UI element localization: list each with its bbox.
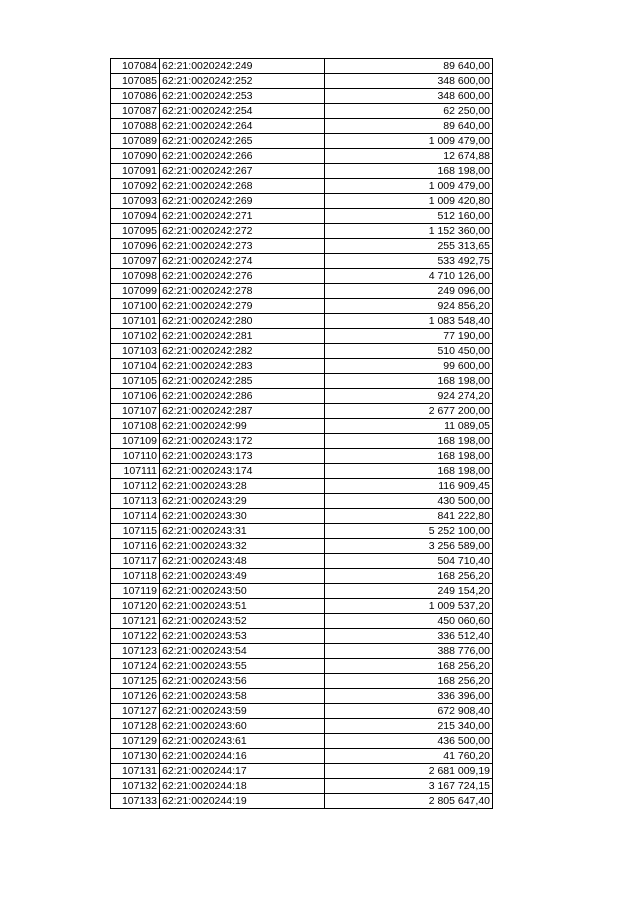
row-number-cell: 107117 (111, 554, 160, 569)
table-row (111, 374, 493, 389)
row-number-cell: 107132 (111, 779, 160, 794)
amount-cell: 504 710,40 (325, 554, 493, 569)
table-row (111, 224, 493, 239)
cadastral-number-cell: 62:21:0020243:172 (160, 434, 325, 449)
amount-cell: 1 152 360,00 (325, 224, 493, 239)
amount-cell: 1 009 479,00 (325, 134, 493, 149)
table-row (111, 314, 493, 329)
amount-cell: 168 256,20 (325, 659, 493, 674)
row-number-cell: 107130 (111, 749, 160, 764)
amount-cell: 62 250,00 (325, 104, 493, 119)
amount-cell: 924 856,20 (325, 299, 493, 314)
row-number-cell: 107103 (111, 344, 160, 359)
row-number-cell: 107092 (111, 179, 160, 194)
amount-cell: 168 198,00 (325, 434, 493, 449)
amount-cell: 168 256,20 (325, 674, 493, 689)
cadastral-number-cell: 62:21:0020244:17 (160, 764, 325, 779)
table-row (111, 74, 493, 89)
table-row (111, 584, 493, 599)
row-number-cell: 107118 (111, 569, 160, 584)
amount-cell: 89 640,00 (325, 59, 493, 74)
amount-cell: 168 198,00 (325, 464, 493, 479)
amount-cell: 249 154,20 (325, 584, 493, 599)
table-row (111, 479, 493, 494)
row-number-cell: 107100 (111, 299, 160, 314)
amount-cell: 2 677 200,00 (325, 404, 493, 419)
row-number-cell: 107085 (111, 74, 160, 89)
row-number-cell: 107102 (111, 329, 160, 344)
row-number-cell: 107094 (111, 209, 160, 224)
cadastral-number-cell: 62:21:0020244:19 (160, 794, 325, 809)
amount-cell: 348 600,00 (325, 89, 493, 104)
table-row (111, 719, 493, 734)
table-row (111, 764, 493, 779)
amount-cell: 1 083 548,40 (325, 314, 493, 329)
amount-cell: 1 009 420,80 (325, 194, 493, 209)
amount-cell: 348 600,00 (325, 74, 493, 89)
cadastral-number-cell: 62:21:0020243:30 (160, 509, 325, 524)
cadastral-number-cell: 62:21:0020243:48 (160, 554, 325, 569)
row-number-cell: 107126 (111, 689, 160, 704)
cadastral-number-cell: 62:21:0020243:173 (160, 449, 325, 464)
table-row (111, 794, 493, 809)
amount-cell: 3 256 589,00 (325, 539, 493, 554)
cadastral-number-cell: 62:21:0020242:276 (160, 269, 325, 284)
row-number-cell: 107115 (111, 524, 160, 539)
cadastral-number-cell: 62:21:0020242:99 (160, 419, 325, 434)
cadastral-number-cell: 62:21:0020244:18 (160, 779, 325, 794)
row-number-cell: 107124 (111, 659, 160, 674)
table-row (111, 569, 493, 584)
cadastral-number-cell: 62:21:0020242:279 (160, 299, 325, 314)
row-number-cell: 107112 (111, 479, 160, 494)
cadastral-number-cell: 62:21:0020242:266 (160, 149, 325, 164)
table-row (111, 614, 493, 629)
cadastral-number-cell: 62:21:0020242:269 (160, 194, 325, 209)
cadastral-number-cell: 62:21:0020243:54 (160, 644, 325, 659)
cadastral-number-cell: 62:21:0020242:265 (160, 134, 325, 149)
table-row (111, 299, 493, 314)
row-number-cell: 107093 (111, 194, 160, 209)
amount-cell: 533 492,75 (325, 254, 493, 269)
amount-cell: 168 198,00 (325, 374, 493, 389)
amount-cell: 249 096,00 (325, 284, 493, 299)
table-row (111, 239, 493, 254)
cadastral-number-cell: 62:21:0020243:58 (160, 689, 325, 704)
table-row (111, 629, 493, 644)
row-number-cell: 107105 (111, 374, 160, 389)
cadastral-number-cell: 62:21:0020242:274 (160, 254, 325, 269)
table-row (111, 269, 493, 284)
amount-cell: 116 909,45 (325, 479, 493, 494)
table-row (111, 509, 493, 524)
row-number-cell: 107110 (111, 449, 160, 464)
table-row (111, 419, 493, 434)
amount-cell: 89 640,00 (325, 119, 493, 134)
row-number-cell: 107116 (111, 539, 160, 554)
amount-cell: 168 198,00 (325, 449, 493, 464)
cadastral-number-cell: 62:21:0020243:50 (160, 584, 325, 599)
table-row (111, 539, 493, 554)
row-number-cell: 107087 (111, 104, 160, 119)
table-row (111, 644, 493, 659)
cadastral-number-cell: 62:21:0020242:285 (160, 374, 325, 389)
table-row (111, 689, 493, 704)
row-number-cell: 107109 (111, 434, 160, 449)
table-row (111, 674, 493, 689)
table-row (111, 449, 493, 464)
cadastral-number-cell: 62:21:0020243:60 (160, 719, 325, 734)
cadastral-number-cell: 62:21:0020242:273 (160, 239, 325, 254)
amount-cell: 436 500,00 (325, 734, 493, 749)
cadastral-number-cell: 62:21:0020242:282 (160, 344, 325, 359)
row-number-cell: 107104 (111, 359, 160, 374)
table-row (111, 119, 493, 134)
amount-cell: 336 396,00 (325, 689, 493, 704)
amount-cell: 255 313,65 (325, 239, 493, 254)
cadastral-number-cell: 62:21:0020242:286 (160, 389, 325, 404)
cadastral-number-cell: 62:21:0020243:55 (160, 659, 325, 674)
amount-cell: 841 222,80 (325, 509, 493, 524)
amount-cell: 388 776,00 (325, 644, 493, 659)
cadastral-number-cell: 62:21:0020242:281 (160, 329, 325, 344)
amount-cell: 168 198,00 (325, 164, 493, 179)
amount-cell: 430 500,00 (325, 494, 493, 509)
row-number-cell: 107131 (111, 764, 160, 779)
cadastral-number-cell: 62:21:0020243:29 (160, 494, 325, 509)
table-row (111, 734, 493, 749)
table-row (111, 554, 493, 569)
row-number-cell: 107089 (111, 134, 160, 149)
table-row (111, 599, 493, 614)
cadastral-number-cell: 62:21:0020242:271 (160, 209, 325, 224)
cadastral-number-cell: 62:21:0020243:52 (160, 614, 325, 629)
amount-cell: 924 274,20 (325, 389, 493, 404)
amount-cell: 2 681 009,19 (325, 764, 493, 779)
cadastral-number-cell: 62:21:0020242:253 (160, 89, 325, 104)
table-row (111, 344, 493, 359)
row-number-cell: 107113 (111, 494, 160, 509)
row-number-cell: 107127 (111, 704, 160, 719)
amount-cell: 12 674,88 (325, 149, 493, 164)
row-number-cell: 107114 (111, 509, 160, 524)
table-row (111, 104, 493, 119)
table-row (111, 494, 493, 509)
cadastral-number-cell: 62:21:0020243:59 (160, 704, 325, 719)
table-row (111, 179, 493, 194)
amount-cell: 2 805 647,40 (325, 794, 493, 809)
row-number-cell: 107096 (111, 239, 160, 254)
row-number-cell: 107123 (111, 644, 160, 659)
cadastral-number-cell: 62:21:0020243:56 (160, 674, 325, 689)
amount-cell: 3 167 724,15 (325, 779, 493, 794)
amount-cell: 41 760,20 (325, 749, 493, 764)
amount-cell: 450 060,60 (325, 614, 493, 629)
row-number-cell: 107095 (111, 224, 160, 239)
row-number-cell: 107091 (111, 164, 160, 179)
table-row (111, 749, 493, 764)
amount-cell: 77 190,00 (325, 329, 493, 344)
cadastral-number-cell: 62:21:0020242:272 (160, 224, 325, 239)
row-number-cell: 107129 (111, 734, 160, 749)
table-body (111, 59, 493, 809)
amount-cell: 512 160,00 (325, 209, 493, 224)
amount-cell: 11 089,05 (325, 419, 493, 434)
table-row (111, 89, 493, 104)
row-number-cell: 107101 (111, 314, 160, 329)
cadastral-number-cell: 62:21:0020243:61 (160, 734, 325, 749)
amount-cell: 5 252 100,00 (325, 524, 493, 539)
row-number-cell: 107098 (111, 269, 160, 284)
amount-cell: 168 256,20 (325, 569, 493, 584)
cadastral-number-cell: 62:21:0020242:267 (160, 164, 325, 179)
cadastral-number-cell: 62:21:0020242:287 (160, 404, 325, 419)
cadastral-number-cell: 62:21:0020243:31 (160, 524, 325, 539)
cadastral-number-cell: 62:21:0020243:51 (160, 599, 325, 614)
table-row (111, 149, 493, 164)
cadastral-number-cell: 62:21:0020242:283 (160, 359, 325, 374)
row-number-cell: 107133 (111, 794, 160, 809)
amount-cell: 672 908,40 (325, 704, 493, 719)
cadastral-number-cell: 62:21:0020243:28 (160, 479, 325, 494)
row-number-cell: 107120 (111, 599, 160, 614)
amount-cell: 4 710 126,00 (325, 269, 493, 284)
row-number-cell: 107111 (111, 464, 160, 479)
cadastral-number-cell: 62:21:0020243:32 (160, 539, 325, 554)
table-row (111, 254, 493, 269)
cadastral-value-table (110, 58, 493, 809)
table-row (111, 659, 493, 674)
table-row (111, 704, 493, 719)
row-number-cell: 107099 (111, 284, 160, 299)
row-number-cell: 107097 (111, 254, 160, 269)
table-row (111, 404, 493, 419)
table-row (111, 464, 493, 479)
row-number-cell: 107088 (111, 119, 160, 134)
table-row (111, 359, 493, 374)
row-number-cell: 107121 (111, 614, 160, 629)
row-number-cell: 107106 (111, 389, 160, 404)
table-row (111, 164, 493, 179)
amount-cell: 1 009 537,20 (325, 599, 493, 614)
row-number-cell: 107108 (111, 419, 160, 434)
cadastral-number-cell: 62:21:0020242:268 (160, 179, 325, 194)
cadastral-number-cell: 62:21:0020243:49 (160, 569, 325, 584)
row-number-cell: 107125 (111, 674, 160, 689)
cadastral-number-cell: 62:21:0020242:280 (160, 314, 325, 329)
table-row (111, 434, 493, 449)
table-row (111, 194, 493, 209)
amount-cell: 99 600,00 (325, 359, 493, 374)
row-number-cell: 107122 (111, 629, 160, 644)
row-number-cell: 107090 (111, 149, 160, 164)
amount-cell: 510 450,00 (325, 344, 493, 359)
table-row (111, 329, 493, 344)
cadastral-number-cell: 62:21:0020244:16 (160, 749, 325, 764)
row-number-cell: 107119 (111, 584, 160, 599)
table-row (111, 134, 493, 149)
table-row (111, 389, 493, 404)
amount-cell: 1 009 479,00 (325, 179, 493, 194)
cadastral-number-cell: 62:21:0020243:174 (160, 464, 325, 479)
table-row (111, 524, 493, 539)
amount-cell: 336 512,40 (325, 629, 493, 644)
amount-cell: 215 340,00 (325, 719, 493, 734)
row-number-cell: 107084 (111, 59, 160, 74)
cadastral-number-cell: 62:21:0020242:264 (160, 119, 325, 134)
cadastral-number-cell: 62:21:0020243:53 (160, 629, 325, 644)
table-row (111, 284, 493, 299)
cadastral-number-cell: 62:21:0020242:254 (160, 104, 325, 119)
row-number-cell: 107107 (111, 404, 160, 419)
row-number-cell: 107086 (111, 89, 160, 104)
table-row (111, 209, 493, 224)
table-row (111, 59, 493, 74)
row-number-cell: 107128 (111, 719, 160, 734)
cadastral-number-cell: 62:21:0020242:252 (160, 74, 325, 89)
table-row (111, 779, 493, 794)
cadastral-number-cell: 62:21:0020242:249 (160, 59, 325, 74)
cadastral-number-cell: 62:21:0020242:278 (160, 284, 325, 299)
